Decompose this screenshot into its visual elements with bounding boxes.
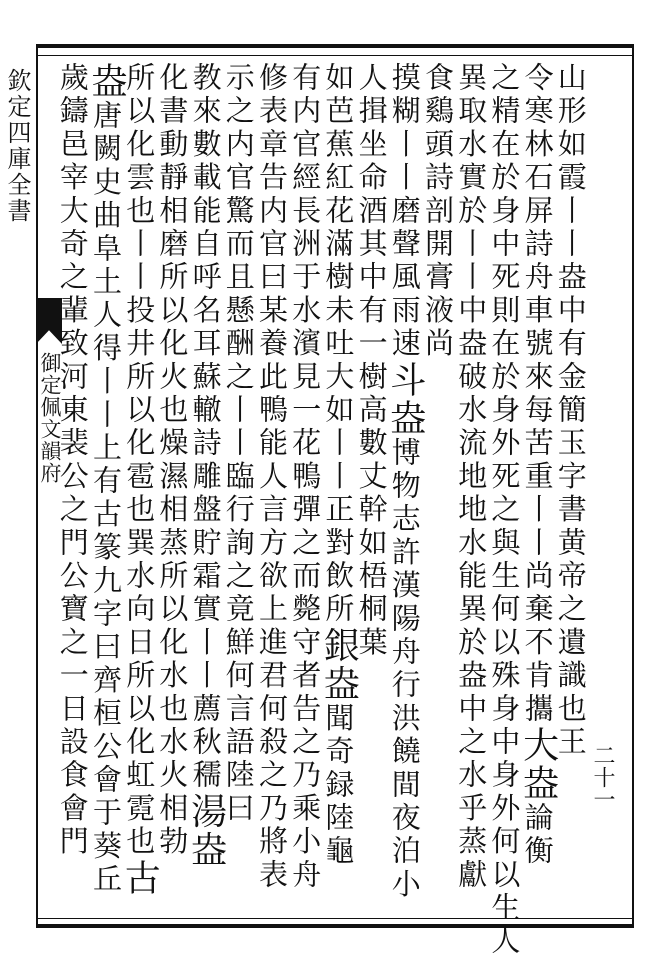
- headword: 大盎: [517, 726, 559, 802]
- headword: 斗盎: [384, 360, 426, 437]
- column-text: 摸糊丨丨磨聲風雨速: [387, 62, 422, 361]
- column-text: 示之内官驚而且懸酬之丨丨臨行詢之竟鮮何言語陸曰: [221, 62, 256, 826]
- column-text: 食鷄頭詩剖開膏液尚: [421, 62, 455, 361]
- column-text: 山形如霞丨丨盎中有金簡玉字書黄帝之遺識也王: [553, 62, 588, 760]
- column-text: 有内官經長洲于水濱見一花鴨彈之而斃守者告之乃乘小舟: [288, 62, 323, 892]
- margin-book-title: 御定佩文韻府: [38, 352, 62, 484]
- column-text-tail: 聞奇録陸龜: [321, 702, 356, 869]
- column-text: 異取水實於丨丨中盎破水流地地水能異於盎中之水乎蒸獻: [454, 62, 489, 892]
- margin-collection-title: 欽定四庫全書: [3, 68, 31, 224]
- column-text: 唐闕史曲阜土人得丨丨上有古篆九字曰齊桓公會于葵丘: [89, 100, 123, 897]
- headword: 銀盎: [318, 626, 360, 703]
- column-text: 所以化雲也丨丨投井所以化雹也巽水向日所以化虹霓也: [122, 62, 157, 859]
- column-text: 教來數載能自呼名耳蘇轍詩雕盤貯霜實丨丨薦秋穤: [188, 62, 223, 793]
- bottom-border: [36, 918, 634, 928]
- column-text: 化書動靜相磨所以化火也燥濕相蒸所以化水也水火相勃: [155, 62, 190, 859]
- column-text: 如芭蕉紅花滿樹未吐大如丨丨正對飲所: [321, 62, 356, 627]
- column-text: 令寒林石屏詩舟車號來每苦重丨丨尚棄不肯攜: [520, 62, 555, 726]
- column-text-tail: 生人: [487, 892, 522, 959]
- column-text-tail: 博物志許漢陽舟行洪饒間夜泊小: [387, 436, 422, 902]
- column-text: 修表章告内官曰某養此鴨能人言方欲上進君何殺之乃將表: [255, 62, 289, 892]
- page-number: 二十一: [590, 744, 615, 810]
- column-text: 之精在於身中死則在於身外死之與生何以殊身中身外何以: [487, 62, 522, 892]
- column-text: 歲鑄邑宰大奇之輩致河東裴公之門公寶之一日設食會門: [55, 62, 90, 859]
- headword: 盎: [86, 62, 127, 100]
- headword: 湯盎: [185, 792, 227, 869]
- column-text-tail: 論衡: [520, 802, 555, 869]
- headword: 古: [119, 858, 161, 897]
- column-text: 人揖坐命酒其中有一樹高數丈幹如梧桐葉: [354, 62, 389, 660]
- text-column: [53, 62, 93, 912]
- margin-strip: [0, 60, 34, 900]
